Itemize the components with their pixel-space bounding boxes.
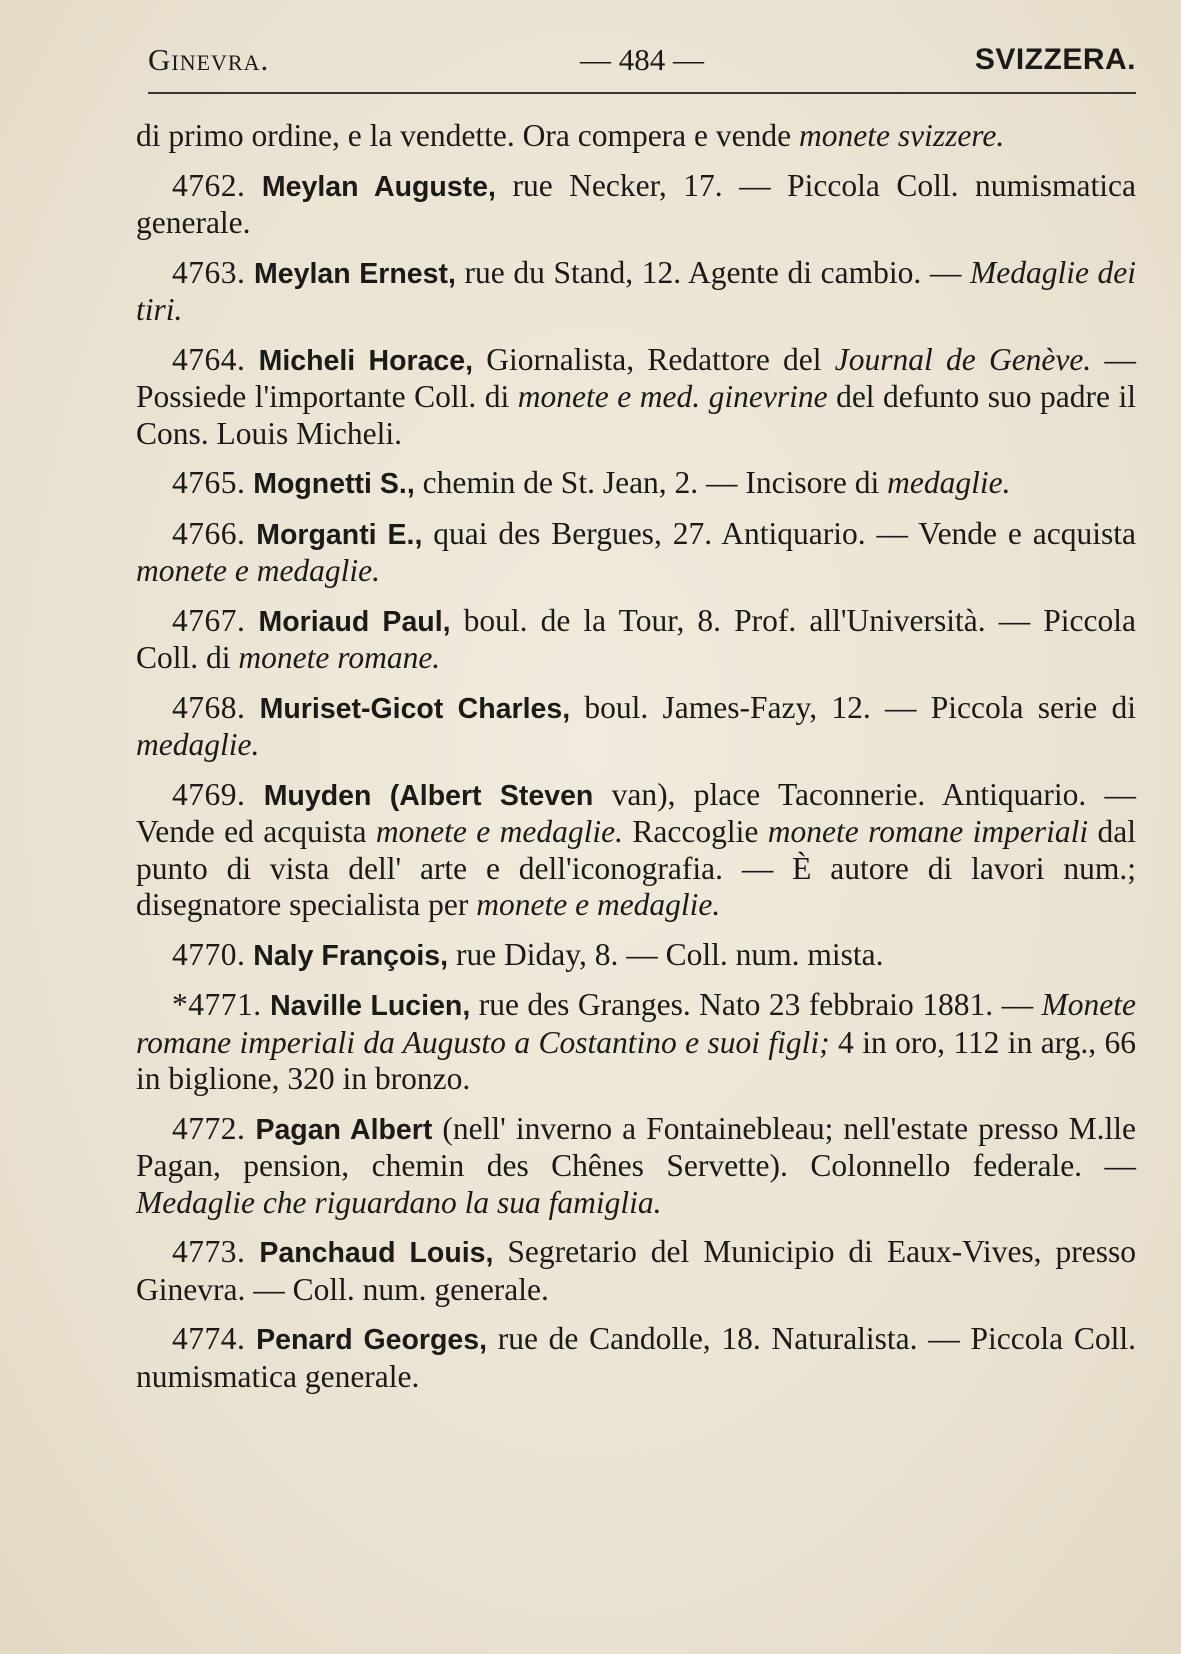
running-head-city: Ginevra. xyxy=(148,42,270,77)
entry-name: Micheli Horace, xyxy=(258,344,474,377)
entry-number: 4773. xyxy=(172,1234,246,1269)
running-head xyxy=(148,30,1136,90)
entry-4764: 4764. Micheli Horace, Giornalista, Redattore del Journal de Genève. — Possiede l'importante Coll. di monete e med. ginevrine del defunto suo padre il Cons. Louis Micheli. xyxy=(136,341,1136,451)
entry-name: Meylan Ernest, xyxy=(254,257,456,290)
entry-4770: 4770. Naly François, rue Diday, 8. — Coll. num. mista. xyxy=(172,936,884,972)
entry-number: *4771. xyxy=(172,987,262,1022)
entry-number: 4772. xyxy=(172,1110,246,1146)
directory-text xyxy=(136,118,1136,1408)
entry-4769: 4769. Muyden (Albert Steven van), place Taconnerie. Antiquario. — Vende ed acquista monete e medaglie. Raccoglie monete romane imperiali dal punto di vista dell' arte e dell'iconografia. — È autore di lavori num.; disegnatore specialista per monete e medaglie. xyxy=(136,776,1137,922)
entry-name: Naville Lucien, xyxy=(270,990,471,1022)
entry-4771: *4771. Naville Lucien, rue des Granges. Nato 23 febbraio 1881. — Monete romane imperiali da Augusto a Costantino e suoi figli; 4 in oro, 112 in arg., 66 in biglione, 320 in bronzo. xyxy=(136,987,1136,1096)
entry-name: Mognetti S., xyxy=(253,468,415,500)
entry-4772: 4772. Pagan Albert (nell' inverno a Fontainebleau; nell'estate presso M.lle Pagan, pension, chemin des Chênes Servette). Colonnello federale. — Medaglie che riguardano la sua famiglia. xyxy=(136,1110,1137,1220)
entry-name: Meylan Auguste, xyxy=(261,170,496,203)
entry-name: Muriset-Gicot Charles, xyxy=(259,692,571,725)
page-number: — 484 — xyxy=(580,42,704,77)
entry-name: Naly François, xyxy=(253,939,449,972)
entry-number: 4770. xyxy=(172,936,246,972)
entry-4773: 4773. Panchaud Louis, Segretario del Municipio di Eaux-Vives, presso Ginevra. — Coll. num. generale. xyxy=(136,1234,1136,1307)
entry-number: 4767. xyxy=(172,602,246,638)
running-head-country: SVIZZERA. xyxy=(974,43,1136,76)
entry-4766: 4766. Morganti E., quai des Bergues, 27. Antiquario. — Vende e acquista monete e medaglie. xyxy=(136,515,1137,588)
entry-name: Pagan Albert xyxy=(255,1113,433,1146)
entry-name: Muyden (Albert Steven xyxy=(263,779,594,812)
entry-4767: 4767. Moriaud Paul, boul. de la Tour, 8. Prof. all'Università. — Piccola Coll. di monete romane. xyxy=(136,602,1136,675)
entry-4765: 4765. Mognetti S., chemin de St. Jean, 2. — Incisore di medaglie. xyxy=(172,465,1011,500)
header-rule xyxy=(148,92,1136,94)
entry-4774: 4774. Penard Georges, rue de Candolle, 18. Naturalista. — Piccola Coll. numismatica generale. xyxy=(136,1321,1137,1394)
entry-name: Moriaud Paul, xyxy=(258,605,451,638)
entry-number: 4763. xyxy=(172,254,246,290)
entry-4768: 4768. Muriset-Gicot Charles, boul. James-Fazy, 12. — Piccola serie di medaglie. xyxy=(136,689,1136,762)
entry-name: Morganti E., xyxy=(256,518,423,551)
entry-4762: 4762. Meylan Auguste, rue Necker, 17. — Piccola Coll. numismatica generale. xyxy=(136,167,1136,240)
entry-name: Penard Georges, xyxy=(256,1324,488,1356)
entry-number: 4768. xyxy=(172,689,246,725)
entry-name: Panchaud Louis, xyxy=(259,1237,494,1269)
entry-number: 4769. xyxy=(172,776,246,812)
entry-number: 4765. xyxy=(172,465,246,500)
entry-4763: 4763. Meylan Ernest, rue du Stand, 12. Agente di cambio. — Medaglie dei tiri. xyxy=(136,254,1137,327)
entry-number: 4762. xyxy=(172,167,246,203)
continuation-paragraph: di primo ordine, e la vendette. Ora compera e vende monete svizzere. xyxy=(136,118,1005,153)
entry-number: 4764. xyxy=(172,341,246,377)
entry-number: 4766. xyxy=(172,515,246,551)
entry-number: 4774. xyxy=(172,1321,246,1356)
